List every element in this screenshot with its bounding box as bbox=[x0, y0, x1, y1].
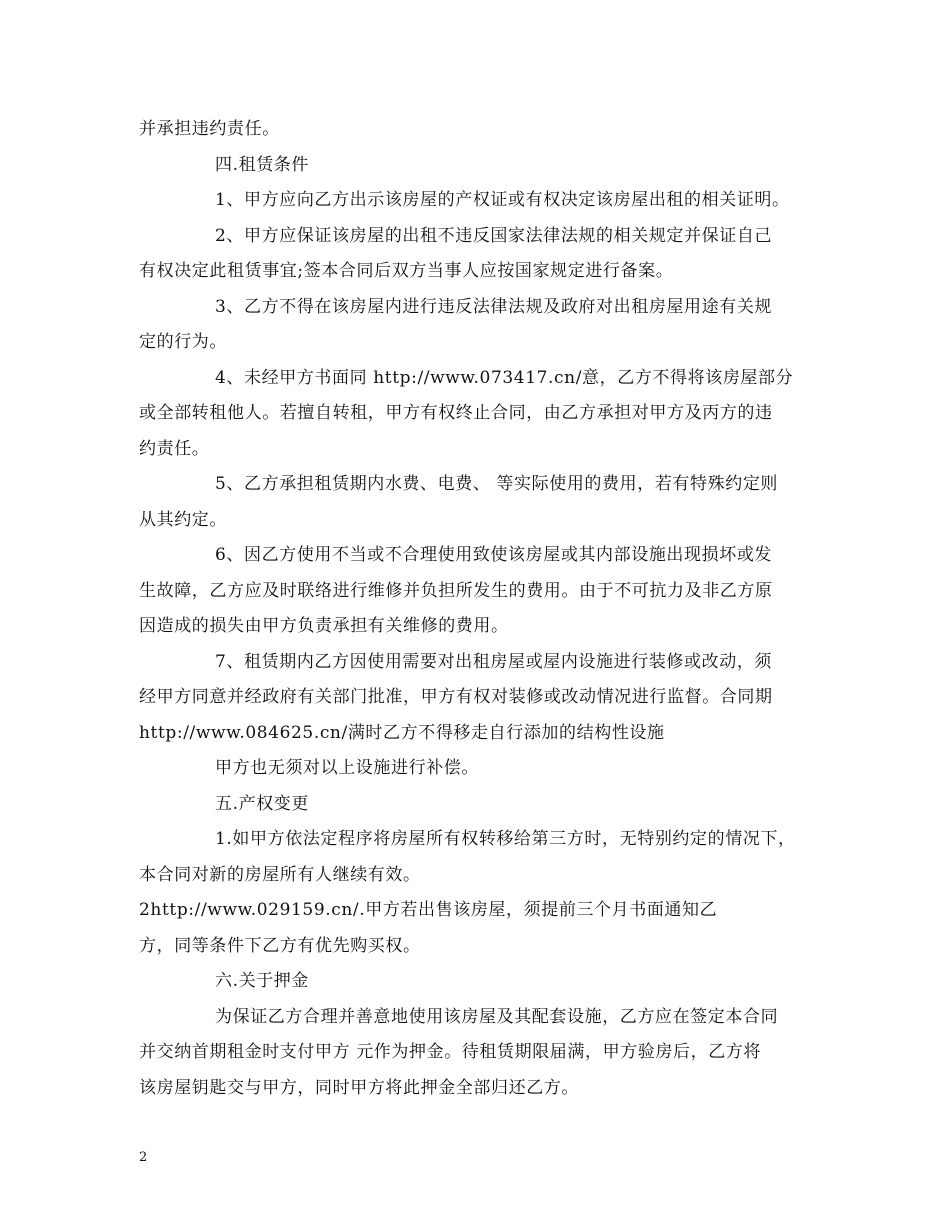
section-heading-6: 六.关于押金 bbox=[215, 971, 310, 991]
clause-5-1-cont: 本合同对新的房屋所有人继续有效。 bbox=[139, 865, 421, 885]
section-heading-4: 四.租赁条件 bbox=[215, 155, 310, 175]
clause-4-7-cont-2: http://www.084625.cn/满时乙方不得移走自行添加的结构性设施 bbox=[139, 723, 665, 743]
clause-4-7-cont-3: 甲方也无须对以上设施进行补偿。 bbox=[215, 758, 479, 778]
clause-4-5: 5、乙方承担租赁期内水费、电费、 等实际使用的费用，若有特殊约定则 bbox=[215, 474, 779, 494]
page-number: 2 bbox=[139, 1150, 148, 1165]
clause-4-4-cont-1: 或全部转租他人。若擅自转租，甲方有权终止合同，由乙方承担对甲方及丙方的违 bbox=[139, 403, 773, 423]
clause-4-7: 7、租赁期内乙方因使用需要对出租房屋或屋内设施进行装修或改动，须 bbox=[215, 652, 773, 672]
deposit-paragraph-2: 并交纳首期租金时支付甲方 元作为押金。待租赁期限届满，甲方验房后，乙方将 bbox=[139, 1042, 762, 1062]
clause-4-3-cont: 定的行为。 bbox=[139, 332, 227, 352]
clause-4-3: 3、乙方不得在该房屋内进行违反法律法规及政府对出租房屋用途有关规 bbox=[215, 297, 773, 317]
clause-5-1: 1.如甲方依法定程序将房屋所有权转移给第三方时，无特别约定的情况下， bbox=[215, 829, 796, 849]
text-line-1: 并承担违约责任。 bbox=[139, 119, 280, 139]
clause-4-6-cont-1: 生故障，乙方应及时联络进行维修并负担所发生的费用。由于不可抗力及非乙方原 bbox=[139, 581, 773, 601]
clause-4-7-cont-1: 经甲方同意并经政府有关部门批准，甲方有权对装修或改动情况进行监督。合同期 bbox=[139, 687, 773, 707]
clause-4-5-cont: 从其约定。 bbox=[139, 510, 227, 530]
deposit-paragraph-1: 为保证乙方合理并善意地使用该房屋及其配套设施，乙方应在签定本合同 bbox=[215, 1007, 779, 1027]
clause-4-4: 4、未经甲方书面同 http://www.073417.cn/意，乙方不得将该房屋部分 bbox=[215, 368, 794, 388]
clause-5-2: 2http://www.029159.cn/.甲方若出售该房屋，须提前三个月书面通知乙 bbox=[139, 900, 718, 920]
section-heading-5: 五.产权变更 bbox=[215, 794, 310, 814]
clause-4-6-cont-2: 因造成的损失由甲方负责承担有关维修的费用。 bbox=[139, 616, 509, 636]
clause-4-1: 1、甲方应向乙方出示该房屋的产权证或有权决定该房屋出租的相关证明。 bbox=[215, 190, 790, 210]
deposit-paragraph-3: 该房屋钥匙交与甲方，同时甲方将此押金全部归还乙方。 bbox=[139, 1078, 579, 1098]
clause-4-6: 6、因乙方使用不当或不合理使用致使该房屋或其内部设施出现损坏或发 bbox=[215, 545, 773, 565]
clause-4-2: 2、甲方应保证该房屋的出租不违反国家法律法规的相关规定并保证自己 bbox=[215, 226, 773, 246]
clause-5-2-cont: 方，同等条件下乙方有优先购买权。 bbox=[139, 936, 421, 956]
clause-4-4-cont-2: 约责任。 bbox=[139, 439, 210, 459]
clause-4-2-cont: 有权决定此租赁事宜;签本合同后双方当事人应按国家规定进行备案。 bbox=[139, 261, 674, 281]
